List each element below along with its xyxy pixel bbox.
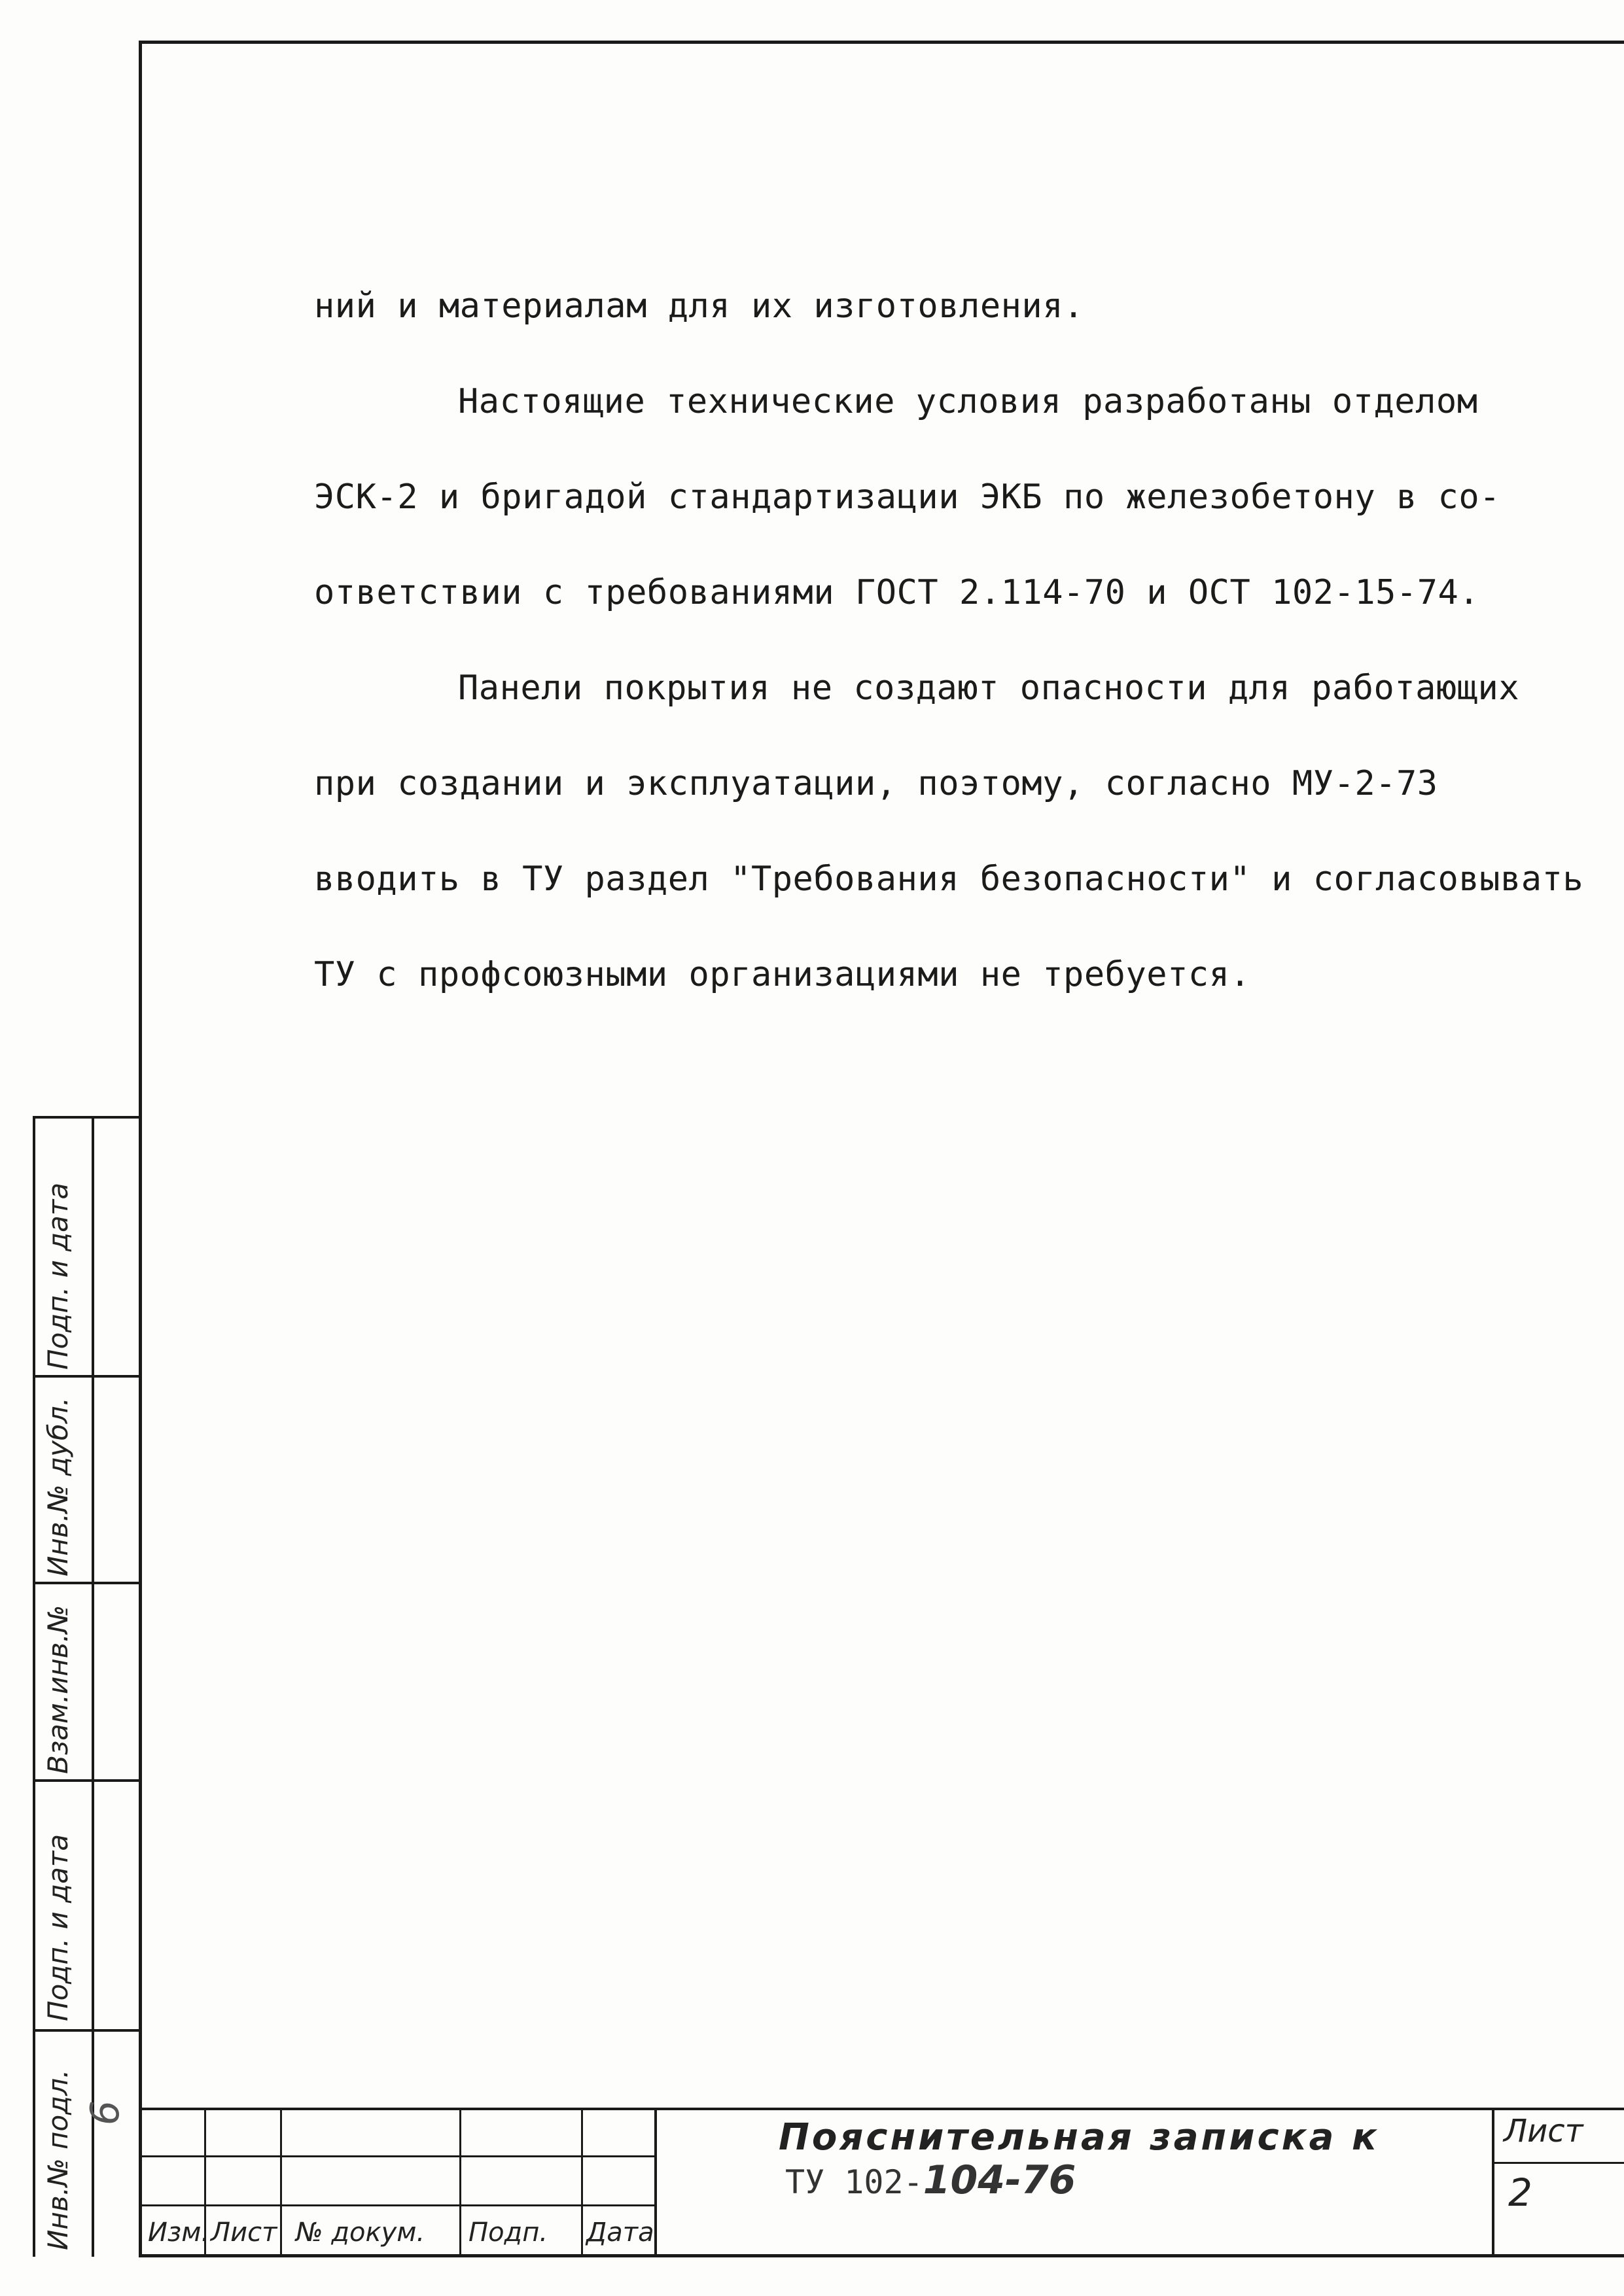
side-stamp-top-line bbox=[33, 1116, 141, 1119]
title-block-col-line bbox=[581, 2108, 583, 2257]
body-text bbox=[314, 258, 1597, 1022]
side-stamp-outer-line bbox=[33, 1116, 35, 2257]
side-label-inv-duplicate: Инв.№ дубл. bbox=[42, 1397, 74, 1576]
side-stamp-divider bbox=[33, 1582, 141, 1584]
document-code bbox=[785, 2157, 1076, 2203]
paragraph-line: вводить в ТУ раздел "Требования безопасности" и согласовывать bbox=[314, 860, 1584, 899]
title-block-col-line bbox=[280, 2108, 282, 2257]
title-block-col-line bbox=[654, 2108, 657, 2257]
column-label-change: Изм. bbox=[148, 2218, 210, 2248]
paragraph-line: ответствии с требованиями ГОСТ 2.114-70 и ОСТ 102-15-74. bbox=[314, 573, 1480, 612]
paragraph-line: ний и материалам для их изготовления. bbox=[314, 287, 1084, 326]
handwritten-mark: 6 bbox=[82, 2100, 129, 2126]
side-label-sign-date: Подп. и дата bbox=[42, 1182, 74, 1370]
side-stamp-divider bbox=[33, 1779, 141, 1782]
column-label-signature: Подп. bbox=[468, 2218, 548, 2248]
paragraph-line: при создании и эксплуатации, поэтому, согласно МУ-2-73 bbox=[314, 764, 1438, 803]
side-label-replacement-inv: Взам.инв.№ bbox=[42, 1605, 74, 1774]
title-block-top-line bbox=[139, 2108, 1624, 2110]
document-title: Пояснительная записка к bbox=[779, 2116, 1379, 2159]
title-block-row-line bbox=[139, 2155, 656, 2157]
side-stamp-divider bbox=[33, 2029, 141, 2032]
document-code-suffix: 104-76 bbox=[923, 2157, 1076, 2203]
paragraph-line: Панели покрытия не создают опасности для работающих bbox=[458, 669, 1520, 708]
title-block-sheet-row-line bbox=[1493, 2162, 1624, 2164]
frame-bottom-line bbox=[139, 2254, 1624, 2257]
title-block-col-line bbox=[1492, 2108, 1494, 2257]
side-stamp-inner-line bbox=[92, 1116, 94, 2257]
paragraph-line: ЭСК-2 и бригадой стандартизации ЭКБ по железобетону в со- bbox=[314, 478, 1500, 517]
title-block-row-line bbox=[139, 2204, 656, 2206]
paragraph-line: Настоящие технические условия разработаны отделом bbox=[458, 382, 1478, 421]
document-code-prefix: ТУ 102- bbox=[785, 2163, 923, 2201]
title-block-col-line bbox=[459, 2108, 461, 2257]
side-stamp-divider bbox=[33, 1375, 141, 1378]
frame-top-line bbox=[140, 41, 1624, 44]
sheet-label: Лист bbox=[1504, 2113, 1583, 2149]
side-label-sign-date: Подп. и дата bbox=[42, 1834, 74, 2021]
side-label-inv-original: Инв.№ подл. bbox=[42, 2069, 74, 2250]
column-label-date: Дата bbox=[586, 2218, 654, 2248]
column-label-document-number: № докум. bbox=[296, 2218, 425, 2248]
column-label-sheet: Лист bbox=[211, 2218, 277, 2248]
frame-left-line bbox=[139, 41, 142, 2257]
paragraph-line: ТУ с профсоюзными организациями не требуется. bbox=[314, 955, 1251, 994]
sheet-number: 2 bbox=[1508, 2170, 1532, 2215]
